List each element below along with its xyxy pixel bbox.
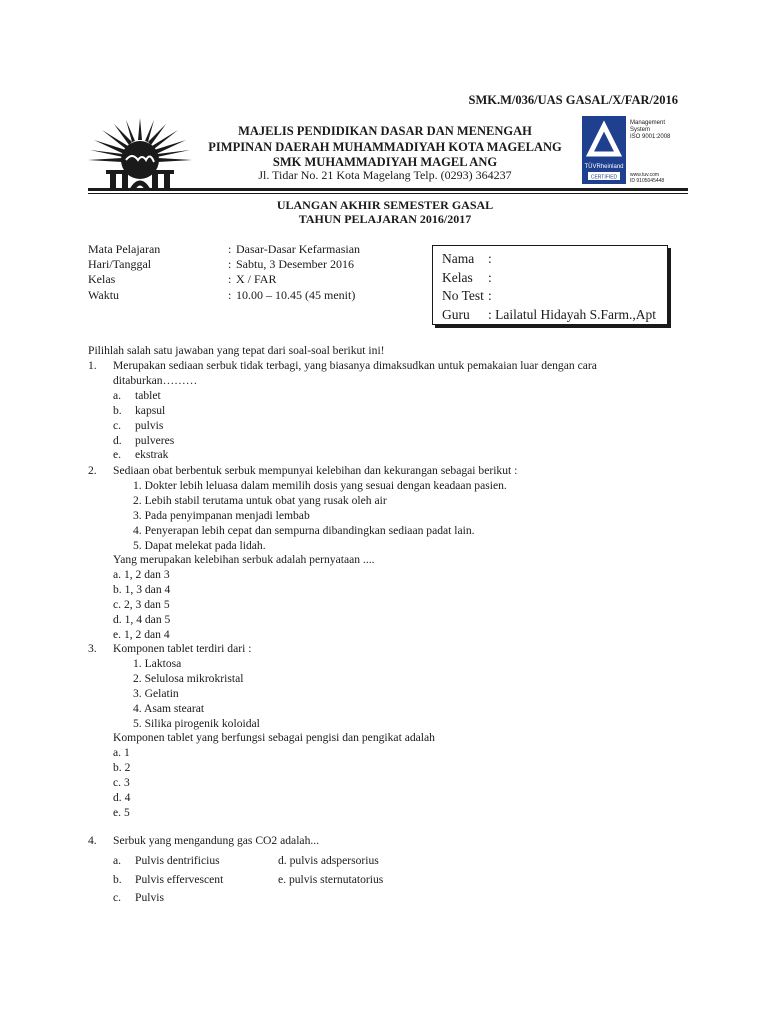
option-letter: c. — [113, 418, 122, 432]
q3-option: a. 1 — [113, 746, 130, 760]
q2-item: 5. Dapat melekat pada lidah. — [133, 538, 266, 552]
info-row — [88, 257, 360, 272]
option-text: kapsul — [135, 403, 166, 417]
info-colon: : — [228, 272, 232, 287]
info-row — [88, 288, 360, 303]
exam-info — [88, 242, 360, 303]
cert-line-2: System — [630, 127, 651, 133]
info-colon: : — [228, 287, 232, 302]
school-address: Jl. Tidar No. 21 Kota Magelang Telp. (0293) 364237 — [258, 168, 512, 182]
document-code: SMK.M/036/UAS GASAL/X/FAR/2016 — [468, 93, 678, 107]
q3-item: 3. Gelatin — [133, 686, 179, 700]
info-value: Sabtu, 3 Desember 2016 — [236, 257, 354, 272]
q2-item: 2. Lebih stabil terutama untuk obat yang rusak oleh air — [133, 493, 387, 507]
cert-stamp: CERTIFIED — [590, 174, 618, 181]
q1-option-e — [113, 448, 597, 463]
info-value: Dasar-Dasar Kefarmasian — [236, 242, 361, 256]
option-letter: b. — [113, 403, 122, 417]
box-value: : — [488, 251, 492, 266]
tuv-certification-badge — [582, 116, 672, 186]
q2-items — [113, 479, 517, 554]
option-text: Pulvis effervescent — [135, 872, 224, 886]
q3-item: 1. Laktosa — [133, 656, 182, 670]
q2-option: e. 1, 2 dan 4 — [113, 627, 170, 641]
q4-text: Serbuk yang mengandung gas CO2 adalah... — [113, 834, 320, 847]
q3-item: 2. Selulosa mikrokristal — [133, 671, 244, 685]
q3-question: Komponen tablet yang berfungsi sebagai pengisi dan pengikat adalah — [113, 731, 435, 745]
option-letter: a. — [113, 388, 122, 402]
info-label: Hari/Tanggal — [88, 257, 152, 272]
info-label: Waktu — [88, 287, 120, 302]
student-info-box — [432, 245, 668, 325]
option-letter: d. — [113, 433, 122, 447]
muhammadiyah-logo-icon — [88, 118, 192, 190]
cert-line-1: Management — [630, 120, 666, 126]
q1-option-a — [113, 389, 597, 404]
box-label: Nama — [442, 251, 475, 266]
box-value: : Lailatul Hidayah S.Farm.,Apt — [488, 306, 656, 322]
box-row — [442, 287, 667, 306]
cert-brand: TÜVRheinland — [584, 164, 624, 170]
q2-item: 3. Pada penyimpanan menjadi lembab — [133, 508, 310, 522]
institution-header — [200, 124, 570, 171]
q1-text-line-1: Merupakan sediaan serbuk tidak terbagi, yang biasanya dimaksudkan untuk pemakaian luar dengan cara — [113, 359, 597, 372]
option-letter: b. — [113, 872, 122, 886]
cert-line-3: ISO 9001:2008 — [630, 134, 671, 140]
q2-option: b. 1, 3 dan 4 — [113, 583, 171, 597]
q2-option: c. 2, 3 dan 5 — [113, 598, 170, 612]
info-label: Kelas — [88, 272, 116, 287]
q3-block — [113, 642, 435, 821]
q2-number: 2. — [88, 464, 97, 477]
option-text-right: d. pulvis adspersorius — [278, 854, 379, 867]
box-row — [442, 269, 667, 288]
q1-option-d — [113, 434, 597, 449]
q3-number: 3. — [88, 642, 97, 655]
box-label: Guru — [442, 306, 470, 322]
header-rule-thin — [88, 193, 688, 194]
box-label: No Test — [442, 288, 484, 304]
header-line-1: MAJELIS PENDIDIKAN DASAR DAN MENENGAH — [238, 124, 532, 138]
q2-item: 1. Dokter lebih leluasa dalam memilih dosis yang sesuai dengan keadaan pasien. — [133, 478, 507, 492]
q4-option-row — [113, 871, 383, 890]
box-value: : — [488, 288, 492, 304]
info-value: 10.00 – 10.45 (45 menit) — [236, 287, 356, 302]
option-text: Pulvis dentrificius — [135, 854, 220, 867]
info-label: Mata Pelajaran — [88, 242, 161, 256]
q3-item: 4. Asam stearat — [133, 701, 205, 715]
header-line-2: PIMPINAN DAERAH MUHAMMADIYAH KOTA MAGELANG — [208, 139, 562, 154]
info-colon: : — [228, 242, 232, 256]
box-label: Kelas — [442, 269, 473, 285]
option-letter: a. — [113, 854, 122, 867]
cert-id: ID 9105045448 — [630, 178, 665, 184]
q1-option-c — [113, 419, 597, 434]
q4-option-row — [113, 852, 383, 871]
q1-number: 1. — [88, 359, 97, 372]
q3-option: c. 3 — [113, 776, 130, 790]
option-text: pulveres — [135, 433, 175, 447]
info-row — [88, 242, 360, 257]
q2-question: Yang merupakan kelebihan serbuk adalah pernyataan .... — [113, 553, 375, 567]
option-letter: e. — [113, 448, 122, 462]
option-text-right: e. pulvis sternutatorius — [278, 872, 384, 886]
q3-option: b. 2 — [113, 761, 131, 775]
q3-items — [113, 657, 435, 732]
info-row — [88, 272, 360, 287]
q2-option: d. 1, 4 dan 5 — [113, 613, 171, 627]
option-text: tablet — [135, 388, 161, 402]
header-line-3: SMK MUHAMMADIYAH MAGEL ANG — [272, 155, 498, 169]
box-row — [442, 306, 667, 325]
box-value: : — [488, 269, 492, 285]
option-letter: c. — [113, 891, 122, 904]
q4-options — [113, 852, 383, 908]
q2-text: Sediaan obat berbentuk serbuk mempunyai kelebihan dan kekurangan sebagai berikut : — [113, 464, 518, 477]
info-colon: : — [228, 257, 232, 272]
q1-option-b — [113, 404, 597, 419]
instruction: Pilihlah salah satu jawaban yang tepat dari soal-soal berikut ini! — [88, 344, 385, 357]
box-row — [442, 250, 667, 269]
q3-option: d. 4 — [113, 791, 131, 805]
header-rule-thick — [88, 188, 688, 191]
option-text: Pulvis — [135, 891, 164, 904]
q2-block — [113, 464, 517, 643]
info-value: X / FAR — [236, 272, 277, 287]
q3-item: 5. Silika pirogenik koloidal — [133, 716, 260, 730]
option-text: pulvis — [135, 418, 164, 432]
q3-text: Komponen tablet terdiri dari : — [113, 642, 252, 655]
q4-option-row — [113, 889, 383, 908]
cert-url: www.tuv.com — [630, 172, 660, 178]
q1-text-line-2: ditaburkan……… — [113, 373, 198, 387]
q4-number: 4. — [88, 834, 97, 847]
option-text: ekstrak — [135, 448, 169, 462]
exam-title: ULANGAN AKHIR SEMESTER GASAL — [276, 198, 494, 212]
exam-year: TAHUN PELAJARAN 2016/2017 — [298, 212, 472, 226]
q1-text — [113, 359, 597, 463]
q2-item: 4. Penyerapan lebih cepat dan sempurna dibandingkan sediaan padat lain. — [133, 523, 475, 537]
q3-option: e. 5 — [113, 805, 130, 819]
q2-option: a. 1, 2 dan 3 — [113, 568, 170, 582]
